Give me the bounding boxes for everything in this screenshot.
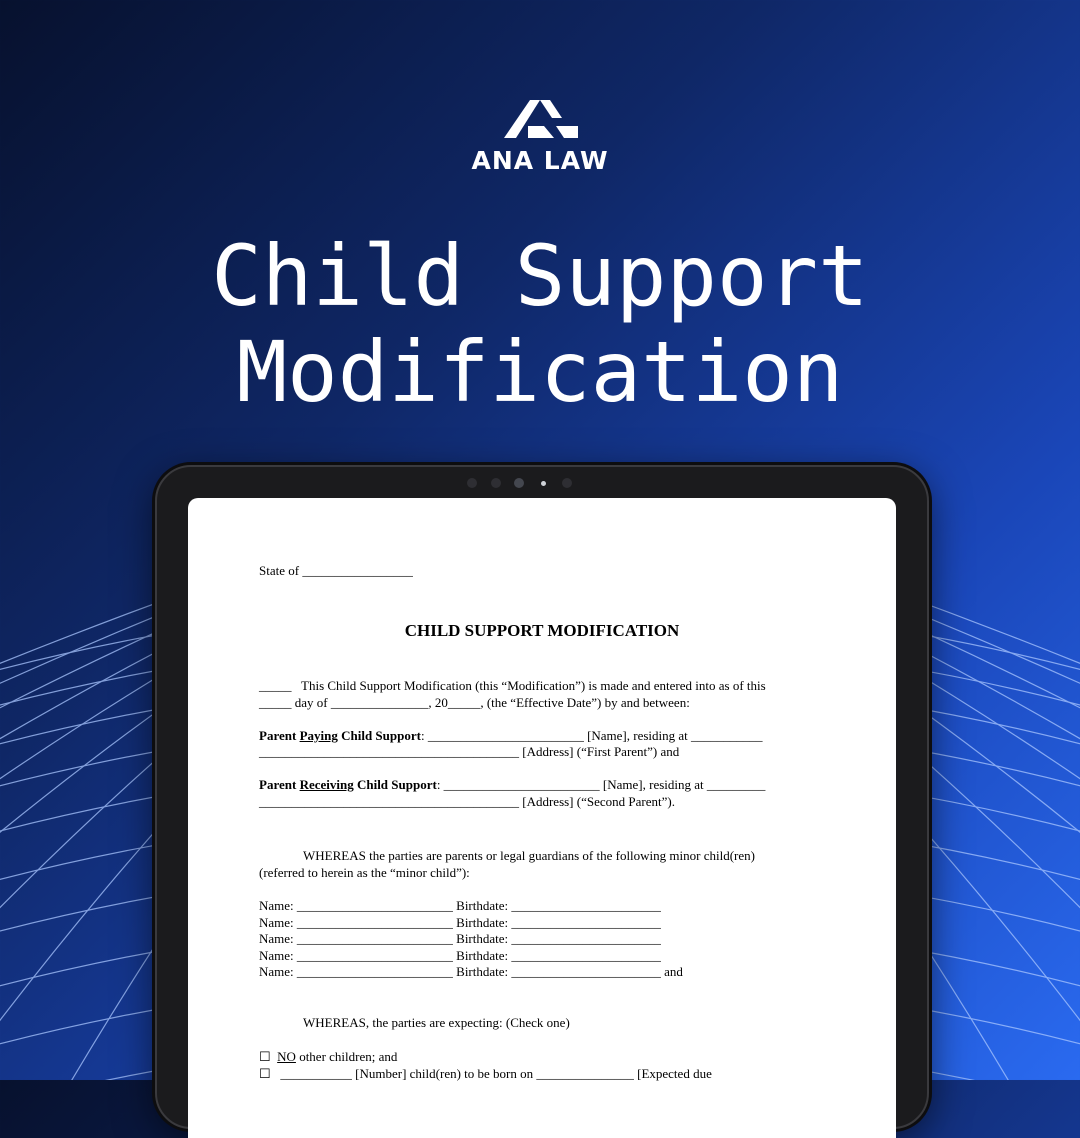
receiving-label-post: Child Support bbox=[353, 777, 437, 792]
expecting-line: WHEREAS, the parties are expecting: (Check one) bbox=[303, 1015, 570, 1030]
child-row: Name: ________________________ Birthdate: _______________________ bbox=[259, 948, 661, 963]
option-expected-children: ☐ ___________ [Number] child(ren) to be born on _______________ [Expected due bbox=[259, 1066, 712, 1081]
option-no-other-children bbox=[259, 1049, 397, 1065]
paying-label-underlined: Paying bbox=[299, 728, 338, 743]
camera-lens bbox=[514, 478, 524, 488]
child-row: Name: ________________________ Birthdate: _______________________ bbox=[259, 931, 661, 946]
receiving-parent-line-1 bbox=[259, 777, 765, 793]
whereas-line-1: WHEREAS the parties are parents or legal guardians of the following minor child(ren) bbox=[303, 848, 755, 863]
checkbox-icon[interactable]: ☐ bbox=[259, 1049, 271, 1064]
paying-label-post: Child Support bbox=[337, 728, 421, 743]
option-no-rest: other children; and bbox=[295, 1049, 398, 1064]
paying-label-pre: Parent bbox=[259, 728, 300, 743]
brand-logo bbox=[0, 98, 1080, 175]
document-title: CHILD SUPPORT MODIFICATION bbox=[404, 621, 680, 640]
camera-dot bbox=[562, 478, 572, 488]
paying-fields: : ________________________ [Name], residing at ___________ bbox=[420, 728, 763, 743]
receiving-parent-line-2: ________________________________________ [Address] (“Second Parent”). bbox=[259, 794, 675, 809]
camera-dot bbox=[467, 478, 477, 488]
child-row: Name: ________________________ Birthdate: _______________________ bbox=[259, 898, 661, 913]
option-no-label: NO bbox=[277, 1049, 296, 1064]
receiving-fields: : ________________________ [Name], residing at _________ bbox=[436, 777, 766, 792]
whereas-line-2: (referred to herein as the “minor child”): bbox=[259, 865, 470, 880]
brand-name: ANA LAW bbox=[471, 146, 609, 175]
receiving-label-pre: Parent bbox=[259, 777, 300, 792]
page-headline bbox=[0, 228, 1080, 420]
camera-indicator bbox=[541, 481, 546, 486]
tablet-device bbox=[155, 465, 929, 1129]
intro-line-1: _____ This Child Support Modification (this “Modification”) is made and entered into as of this bbox=[259, 678, 766, 693]
state-line: State of _________________ bbox=[259, 563, 413, 578]
child-row: Name: ________________________ Birthdate: _______________________ and bbox=[259, 964, 683, 979]
camera-dot bbox=[491, 478, 501, 488]
child-row: Name: ________________________ Birthdate: _______________________ bbox=[259, 915, 661, 930]
intro-line-2: _____ day of _______________, 20_____, (the “Effective Date”) by and between: bbox=[259, 695, 690, 710]
document-screen bbox=[188, 498, 896, 1138]
paying-parent-line-2: ________________________________________ [Address] (“First Parent”) and bbox=[259, 744, 680, 759]
ana-law-logo-icon bbox=[500, 98, 580, 140]
headline-line-2: Modification bbox=[236, 323, 844, 421]
receiving-label-underlined: Receiving bbox=[299, 777, 354, 792]
headline-line-1: Child Support bbox=[211, 227, 869, 325]
paying-parent-line-1 bbox=[259, 728, 763, 744]
